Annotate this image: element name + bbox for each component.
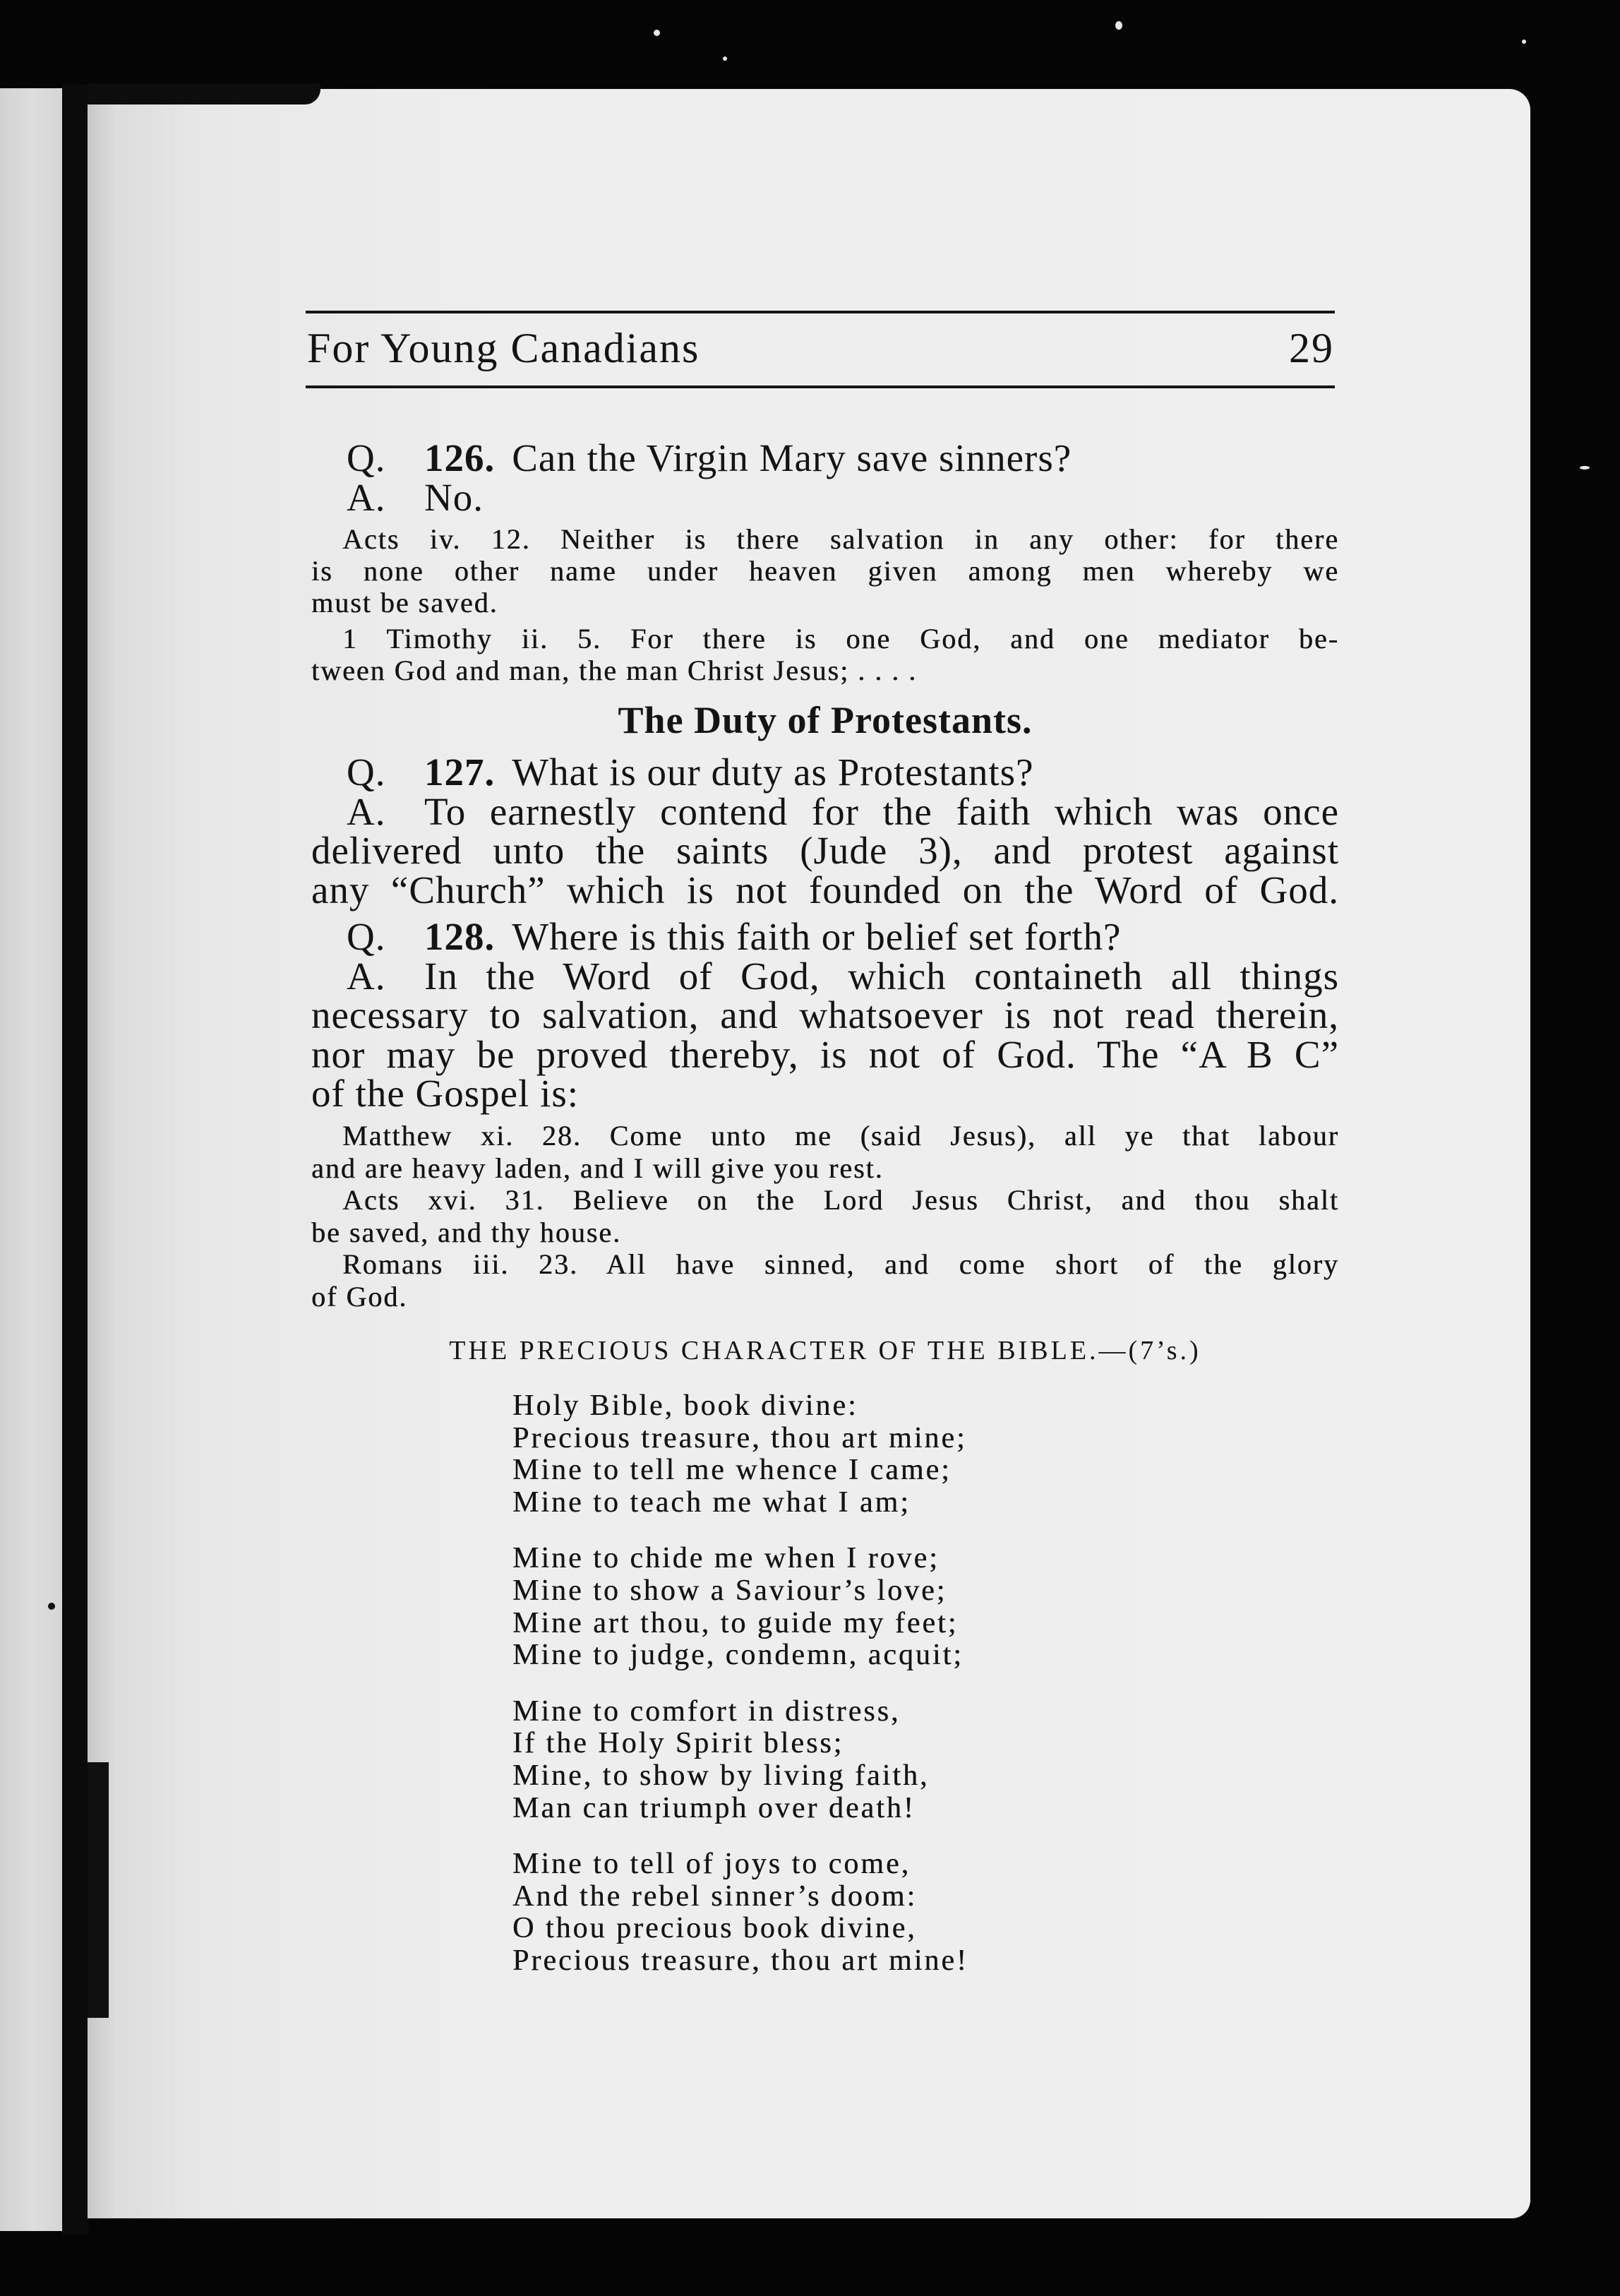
reference-line: of God. (311, 1280, 408, 1313)
answer-line (311, 475, 1339, 519)
answer-line: delivered unto the saints (Jude 3), and protest against (311, 829, 1339, 872)
ink-smudge-left (88, 1762, 109, 2018)
scripture-reference (311, 1184, 1339, 1248)
question-label: Q. (347, 751, 386, 794)
question-127 (311, 753, 1339, 909)
reference-line: 1 Timothy ii. 5. For there is one God, and one mediator be- (342, 623, 1339, 654)
poem-line: And the rebel sinner’s doom: (512, 1879, 918, 1913)
reference-line: must be saved. (311, 587, 498, 618)
question-label: Q. (347, 436, 386, 479)
poem-line: Mine art thou, to guide my feet; (512, 1606, 959, 1639)
question-number: 127. (424, 751, 496, 794)
poem-line: Holy Bible, book divine: (512, 1389, 858, 1422)
ink-smudge-top (88, 83, 320, 104)
answer-line: nor may be proved thereby, is not of God. The “A B C” (311, 1032, 1339, 1076)
answer-line (311, 954, 1339, 998)
answer-label: A. (347, 789, 386, 833)
answer-label: A. (347, 954, 386, 998)
reference-line: Romans iii. 23. All have sinned, and come short of the glory (342, 1248, 1339, 1281)
answer-label: A. (347, 475, 386, 519)
question-label: Q. (347, 915, 386, 958)
scripture-reference (311, 523, 1339, 618)
previous-page-edge (0, 88, 65, 2231)
question-number: 128. (424, 915, 496, 958)
poem-line: Mine to chide me when I rove; (512, 1542, 940, 1575)
question-126 (311, 438, 1339, 517)
scan-speck (1580, 466, 1590, 470)
reference-line: be saved, and thy house. (311, 1216, 622, 1248)
poem-line: Man can triumph over death! (512, 1791, 916, 1824)
scripture-reference (311, 1248, 1339, 1313)
question-line (311, 917, 1339, 957)
hymn-title: THE PRECIOUS CHARACTER OF THE BIBLE.—(7’s.) (449, 1336, 1201, 1365)
running-header (307, 327, 1334, 369)
poem-line: If the Holy Spirit bless; (512, 1727, 844, 1760)
scripture-references-126 (311, 523, 1339, 686)
question-128 (311, 917, 1339, 1113)
hymn-stanza (512, 1390, 1289, 1519)
reference-line: and are heavy laden, and I will give you rest. (311, 1152, 884, 1184)
hymn-stanza (512, 1696, 1289, 1824)
scan-speck (723, 56, 727, 61)
question-line (311, 438, 1339, 478)
answer-text: In the Word of God, which containeth all things (424, 954, 1339, 998)
scripture-reference (311, 623, 1339, 686)
poem-line: Mine to judge, condemn, acquit; (512, 1639, 964, 1672)
scan-speck (48, 1603, 55, 1610)
answer-line: of the Gospel is: (311, 1072, 580, 1115)
reference-line: Acts xvi. 31. Believe on the Lord Jesus Christ, and thou shalt (342, 1184, 1339, 1216)
answer-line (311, 789, 1339, 833)
scan-speck (654, 30, 660, 36)
binding-gutter (62, 85, 89, 2235)
answer-text: To earnestly contend for the faith which was once (424, 789, 1339, 833)
question-number: 126. (424, 436, 496, 479)
hymn-stanza (512, 1543, 1289, 1671)
question-text: Can the Virgin Mary save sinners? (512, 436, 1072, 479)
poem-line: Mine to show a Saviour’s love; (512, 1574, 947, 1607)
reference-line: tween God and man, the man Christ Jesus; . . . . (311, 654, 918, 686)
question-text: Where is this faith or belief set forth? (512, 915, 1122, 958)
question-line (311, 753, 1339, 792)
header-rule-bottom (306, 385, 1335, 388)
reference-line: is none other name under heaven given among men whereby we (311, 555, 1339, 587)
poem-line: Mine to teach me what I am; (512, 1485, 911, 1519)
scripture-reference (311, 1120, 1339, 1184)
poem-line: Mine, to show by living faith, (512, 1759, 930, 1792)
header-rule-top (306, 311, 1335, 313)
hymn-stanza (512, 1848, 1289, 1977)
poem-line: Mine to tell me whence I came; (512, 1454, 952, 1487)
question-text: What is our duty as Protestants? (512, 751, 1034, 794)
poem-line: Precious treasure, thou art mine! (512, 1944, 968, 1977)
scripture-references-128 (311, 1120, 1339, 1313)
answer-line: any “Church” which is not founded on the Word of God. (311, 868, 1339, 911)
scan-speck (1522, 40, 1526, 44)
reference-line: Matthew xi. 28. Come unto me (said Jesus), all ye that labour (342, 1120, 1339, 1152)
poem-line: Precious treasure, thou art mine; (512, 1421, 967, 1454)
answer-line: necessary to salvation, and whatsoever is not read therein, (311, 993, 1339, 1036)
poem-line: Mine to tell of joys to come, (512, 1848, 911, 1881)
hymn-verses (512, 1390, 1289, 1978)
poem-line: O thou precious book divine, (512, 1912, 917, 1945)
reference-line: Acts iv. 12. Neither is there salvation in any other: for there (342, 523, 1339, 555)
answer-text: No. (424, 475, 484, 519)
running-header-title: For Young Canadians (307, 325, 700, 371)
scan-speck (1115, 21, 1122, 30)
page-number: 29 (1289, 325, 1334, 371)
section-heading: The Duty of Protestants. (618, 699, 1033, 741)
poem-line: Mine to comfort in distress, (512, 1694, 901, 1728)
